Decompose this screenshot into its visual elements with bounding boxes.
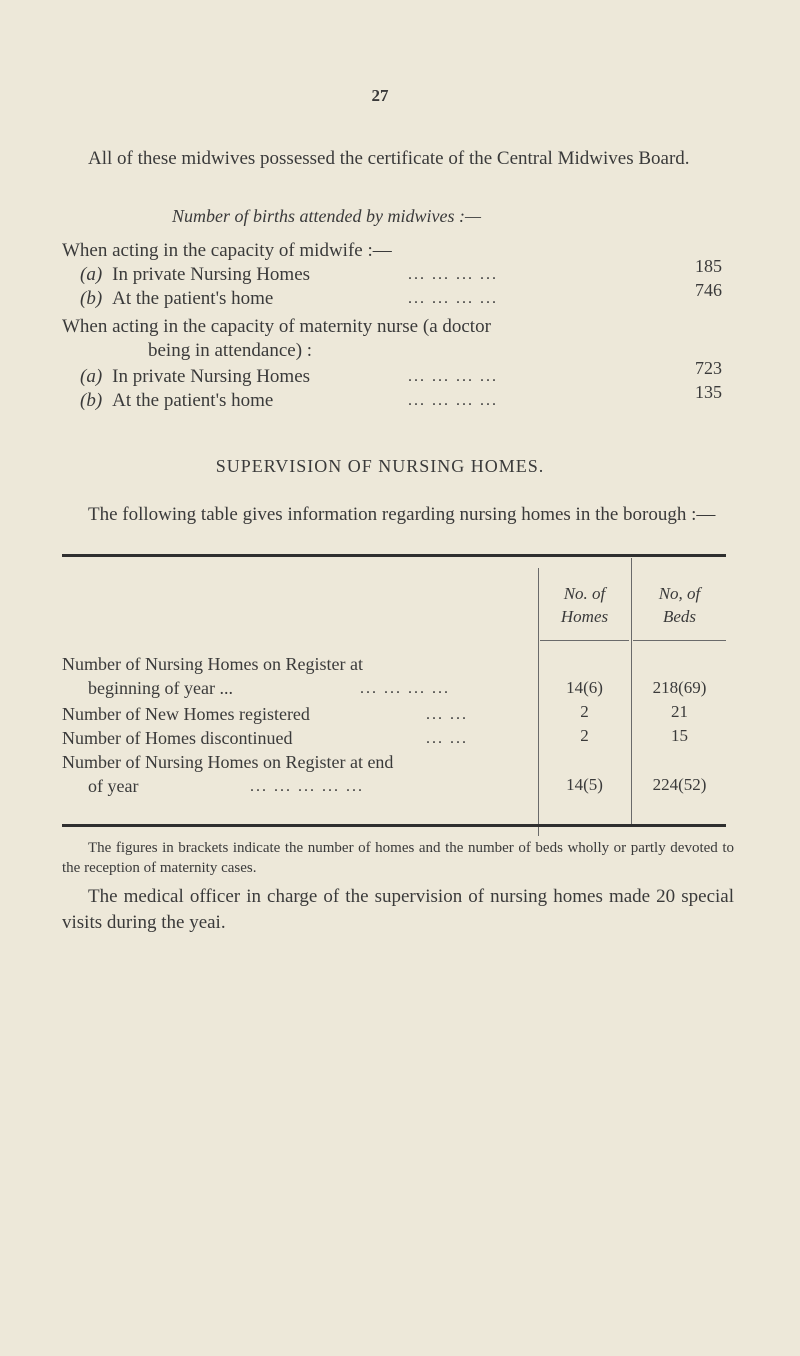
cell-homes: 2 — [580, 726, 589, 745]
cell-beds: 21 — [671, 702, 688, 721]
table-row-label-cont: beginning of year ... — [88, 678, 233, 698]
midwife-heading: When acting in the capacity of midwife :— — [62, 240, 392, 261]
table-top-rule — [62, 554, 726, 557]
item-marker: (a) — [80, 264, 103, 285]
cell-beds: 15 — [671, 726, 688, 745]
table-row-label: Number of Homes discontinued — [62, 728, 293, 748]
table-header-rule — [540, 640, 629, 641]
column-header-beds — [633, 582, 726, 628]
leader-dots: ... ... — [426, 730, 468, 747]
item-text: In private Nursing Homes — [112, 366, 311, 387]
table-header-rule — [633, 640, 726, 641]
item-marker: (a) — [80, 366, 103, 387]
leader-dots: ... ... ... ... ... — [250, 778, 364, 795]
cell-beds: 224(52) — [652, 775, 707, 794]
maternity-value-b: 135 — [695, 382, 722, 402]
leader-dots: ... ... ... ... — [408, 368, 498, 385]
leader-dots: ... ... ... ... — [408, 266, 498, 283]
item-marker: (b) — [80, 288, 103, 309]
table-row-label-cont: of year — [88, 776, 139, 796]
table-row-label: Number of New Homes registered — [62, 704, 310, 724]
column-header-line: No. of — [563, 584, 606, 603]
maternity-item-a — [80, 366, 310, 388]
column-header-line: No, of — [658, 584, 701, 603]
table-row-label: Number of Nursing Homes on Register at — [62, 654, 363, 674]
births-heading: Number of births attended by midwives :— — [172, 206, 481, 226]
cell-homes: 14(5) — [566, 775, 603, 794]
cell-homes: 14(6) — [566, 678, 603, 697]
item-marker: (b) — [80, 390, 103, 411]
maternity-item-b — [80, 390, 273, 412]
leader-dots: ... ... — [426, 706, 468, 723]
section-title: SUPERVISION OF NURSING HOMES. — [215, 456, 545, 476]
midwife-item-b — [80, 288, 273, 310]
column-header-line: Beds — [662, 607, 697, 626]
midwife-item-a — [80, 264, 310, 286]
leader-dots: ... ... ... ... — [408, 392, 498, 409]
leader-dots: ... ... ... ... — [408, 290, 498, 307]
table-column-divider — [538, 568, 539, 836]
maternity-heading-line2: being in attendance) : — [148, 340, 313, 361]
intro-paragraph: All of these midwives possessed the certificate of the Central Midwives Board. — [88, 148, 690, 169]
table-bottom-rule — [62, 824, 726, 827]
column-header-homes — [540, 582, 629, 628]
footnote: The figures in brackets indicate the number of homes and the number of beds wholly or partly devoted to the reception of maternity cases. — [62, 840, 734, 876]
cell-beds: 218(69) — [652, 678, 707, 697]
page-number: 27 — [371, 86, 389, 105]
column-header-line: Homes — [560, 607, 609, 626]
table-column-divider — [631, 558, 632, 826]
midwife-value-a: 185 — [695, 256, 722, 276]
item-text: In private Nursing Homes — [112, 264, 311, 285]
midwife-value-b: 746 — [695, 280, 722, 300]
item-text: At the patient's home — [112, 390, 274, 411]
cell-homes: 2 — [580, 702, 589, 721]
table-intro: The following table gives information regarding nursing homes in the borough :— — [88, 504, 716, 525]
maternity-value-a: 723 — [695, 358, 722, 378]
table-row-label: Number of Nursing Homes on Register at end — [62, 752, 394, 772]
maternity-heading-line1: When acting in the capacity of maternity nurse (a doctor — [62, 316, 491, 337]
item-text: At the patient's home — [112, 288, 274, 309]
closing-paragraph: The medical officer in charge of the supervision of nursing homes made 20 special visits during the yeai. — [62, 886, 734, 933]
leader-dots: ... ... ... ... — [360, 680, 450, 697]
